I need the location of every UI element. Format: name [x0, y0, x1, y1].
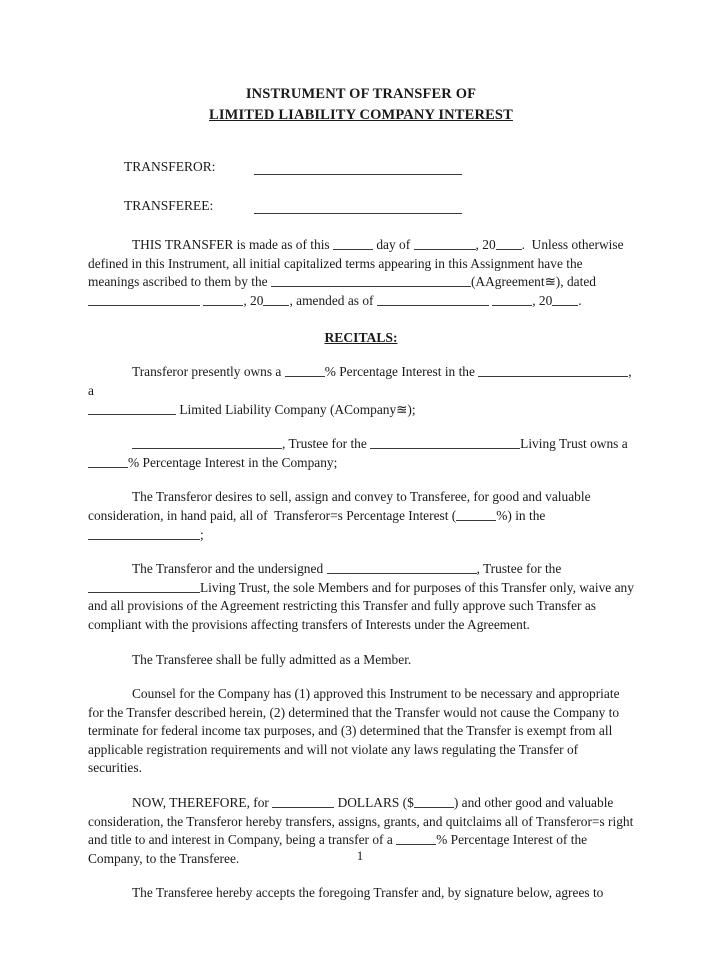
transferor-input[interactable]: [254, 161, 462, 175]
year-blank[interactable]: [496, 236, 522, 250]
recital-desires-to-sell: [88, 488, 634, 544]
o1-text-a: NOW, THEREFORE, for: [132, 795, 273, 811]
amended-year-blank[interactable]: [552, 292, 578, 306]
agreement-date-month-blank[interactable]: [88, 292, 200, 306]
recitals-heading: [88, 330, 634, 346]
party-block: [124, 158, 634, 214]
undersigned-trustee-blank[interactable]: [327, 560, 477, 574]
p1-text-h: , amended as of: [289, 292, 377, 308]
paragraph-this-transfer: [88, 236, 634, 310]
waiver-trust-name-blank[interactable]: [88, 579, 200, 593]
state-blank[interactable]: [88, 401, 176, 415]
o1-text-d: % Percentage Interest of the Company, to the Transferee.: [88, 832, 591, 866]
document-title-line-1: INSTRUMENT OF TRANSFER OF: [245, 86, 477, 102]
r4-text-b: , Trustee for the: [476, 561, 565, 577]
r2-text-b: , Trustee for the: [282, 436, 371, 452]
document-title-line-2: LIMITED LIABILITY COMPANY INTEREST: [209, 107, 513, 123]
document-body: [88, 84, 638, 919]
r6-text: Counsel for the Company has (1) approved this Instrument to be necessary and appropriate for the Transfer described herein, (2) determined that the Transfer would not cause the Company to terminate for federal income tax purposes, and (3) determined that the Transfer is exempt from all applicable registration requirements and will not violate any laws regulating the Transfer of securities.: [88, 686, 623, 776]
p1-text-k: .: [578, 292, 582, 308]
entity-blank[interactable]: [88, 526, 200, 540]
recital-trustee-ownership: [88, 435, 634, 472]
transferor-label: TRANSFEROR:: [124, 159, 216, 174]
month-blank[interactable]: [414, 236, 476, 250]
amended-month-blank[interactable]: [377, 292, 489, 306]
amended-day-blank[interactable]: [492, 292, 532, 306]
p1-text-j: , 20: [532, 292, 553, 308]
r2-text-c: Living Trust owns a: [520, 436, 632, 452]
recital-ownership: [88, 363, 634, 419]
r2-text-d: % Percentage Interest in the Company;: [128, 454, 338, 470]
operative-percent-blank[interactable]: [396, 832, 436, 846]
r3-text-c: ;: [200, 526, 204, 542]
p1-text-a: THIS TRANSFER is made as of this: [132, 237, 333, 252]
document-title: [88, 84, 634, 126]
transferee-row: [124, 197, 634, 214]
r1-text-a: Transferor presently owns a: [132, 364, 285, 380]
consideration-amount-blank[interactable]: [414, 794, 454, 808]
transferor-row: [124, 158, 634, 175]
transferee-label: TRANSFEREE:: [124, 198, 214, 213]
r3-text-b: %) in the: [496, 507, 549, 523]
p1-text-g: , 20: [243, 292, 264, 308]
r4-text-a: The Transferor and the undersigned: [132, 561, 327, 577]
p1-text-d: . Unless otherwise defined in this Instrument, all initial capitalized terms appearing in this Assignment have the meanings ascribed to them by the: [88, 237, 627, 290]
o1-text-c: ) and other good and valuable consideration, the Transferor hereby transfers, assigns, grants, and quitclaims all of Transferor=s right and title to and interest in Company, being a transfer of a: [88, 795, 637, 848]
trust-percent-blank[interactable]: [88, 454, 128, 468]
p1-text-c: , 20: [475, 237, 496, 252]
r1-text-c: , a: [88, 364, 636, 398]
o1-text-b: DOLLARS ($: [334, 795, 414, 811]
recital-admission: [88, 651, 634, 670]
living-trust-name-blank[interactable]: [370, 435, 520, 449]
o2-text: The Transferee hereby accepts the foregoing Transfer and, by signature below, agrees to: [132, 885, 604, 901]
p1-text-b: day of: [373, 237, 414, 252]
page-number: 1: [356, 848, 364, 863]
transfer-percent-blank[interactable]: [456, 507, 496, 521]
operative-acceptance: [88, 884, 634, 903]
r1-text-b: % Percentage Interest in the: [324, 364, 479, 380]
recital-counsel: [88, 685, 634, 778]
agreement-name-blank[interactable]: [271, 273, 471, 287]
r3-text-a: The Transferor desires to sell, assign and convey to Transferee, for good and valuable consideration, in hand paid, all of Transferor=s Percentage Interest (: [88, 489, 594, 523]
recitals-heading-text: RECITALS:: [324, 330, 398, 346]
agreement-date-day-blank[interactable]: [203, 292, 243, 306]
r4-text-c: Living Trust, the sole Members and for purposes of this Transfer only, waive any and all provisions of the Agreement restricting this Transfer and fully approve such Transfer as compliant with the provisions affecting transfers of Interests under the Agreement.: [88, 579, 638, 632]
company-name-blank[interactable]: [478, 364, 628, 378]
r5-text: The Transferee shall be fully admitted as a Member.: [132, 651, 412, 667]
day-blank[interactable]: [333, 236, 373, 250]
recital-waiver: [88, 560, 638, 634]
transferee-input[interactable]: [254, 200, 462, 214]
r1-text-d: Limited Liability Company (ACompany≊);: [176, 401, 416, 417]
transferor-percent-blank[interactable]: [285, 364, 325, 378]
trustee-name-blank[interactable]: [132, 435, 282, 449]
agreement-date-year-blank[interactable]: [263, 292, 289, 306]
p1-text-e: (AAgreement≊), dated: [470, 274, 600, 290]
consideration-words-blank[interactable]: [272, 794, 334, 808]
